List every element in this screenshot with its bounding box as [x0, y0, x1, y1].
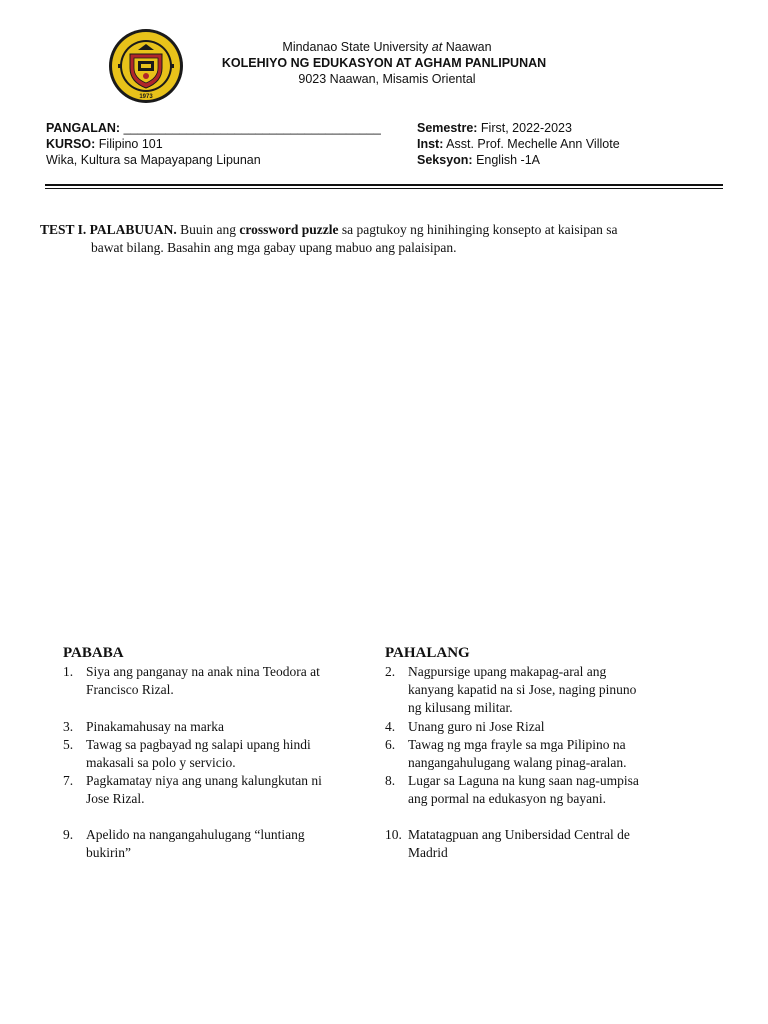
clue-across-10: 10. Matatagpuan ang Unibersidad Central de Madrid — [385, 827, 630, 860]
clue-down-9: 9. Apelido na nangangahulugang “luntiang bukirin” — [63, 827, 305, 860]
svg-text:1973: 1973 — [139, 94, 153, 100]
divider-line — [45, 184, 723, 186]
divider-line — [45, 188, 723, 189]
clue-across-8: 8. Lugar sa Laguna na kung saan nag-umpisa ang pormal na edukasyon ng bayani. — [385, 773, 639, 806]
pahalang-heading: PAHALANG — [385, 645, 470, 661]
clue-down-7: 7. Pagkamatay niya ang unang kalungkutan ni Jose Rizal. — [63, 773, 322, 806]
instructor-field: Inst: Asst. Prof. Mechelle Ann Villote — [417, 137, 620, 151]
clue-across-4: 4. Unang guro ni Jose Rizal — [385, 719, 545, 734]
test-instructions: TEST I. PALABUUAN. Buuin ang crossword puzzle sa pagtukoy ng hinihinging konsepto at kaisipan sa — [40, 222, 618, 237]
section-field: Seksyon: English -1A — [417, 153, 540, 167]
test-instructions-cont: bawat bilang. Basahin ang mga gabay upang mabuo ang palaisipan. — [91, 240, 457, 255]
university-name: Mindanao State University at Naawan — [282, 40, 492, 54]
clue-down-3: 3. Pinakamahusay na marka — [63, 719, 224, 734]
address: 9023 Naawan, Misamis Oriental — [298, 72, 476, 86]
clue-across-2: 2. Nagpursige upang makapag-aral ang kanyang kapatid na si Jose, naging pinuno ng kilusang militar. — [385, 664, 637, 715]
semester-field: Semestre: First, 2022-2023 — [417, 121, 572, 135]
student-info — [46, 120, 381, 168]
course-field: KURSO: Filipino 101 — [46, 137, 163, 151]
pababa-heading: PABABA — [63, 645, 124, 661]
class-info — [417, 120, 620, 168]
clue-down-1: 1. Siya ang panganay na anak nina Teodora at Francisco Rizal. — [63, 664, 320, 697]
name-field: PANGALAN: _____________________________________ — [46, 121, 381, 135]
subject-title: Wika, Kultura sa Mapayapang Lipunan — [46, 153, 261, 167]
college-name: KOLEHIYO NG EDUKASYON AT AGHAM PANLIPUNAN — [221, 56, 547, 70]
clue-across-6: 6. Tawag ng mga frayle sa mga Pilipino na nangangahulugang walang pinag-aralan. — [385, 737, 627, 770]
clue-down-5: 5. Tawag sa pagbayad ng salapi upang hindi makasali sa polo y servicio. — [63, 737, 311, 770]
